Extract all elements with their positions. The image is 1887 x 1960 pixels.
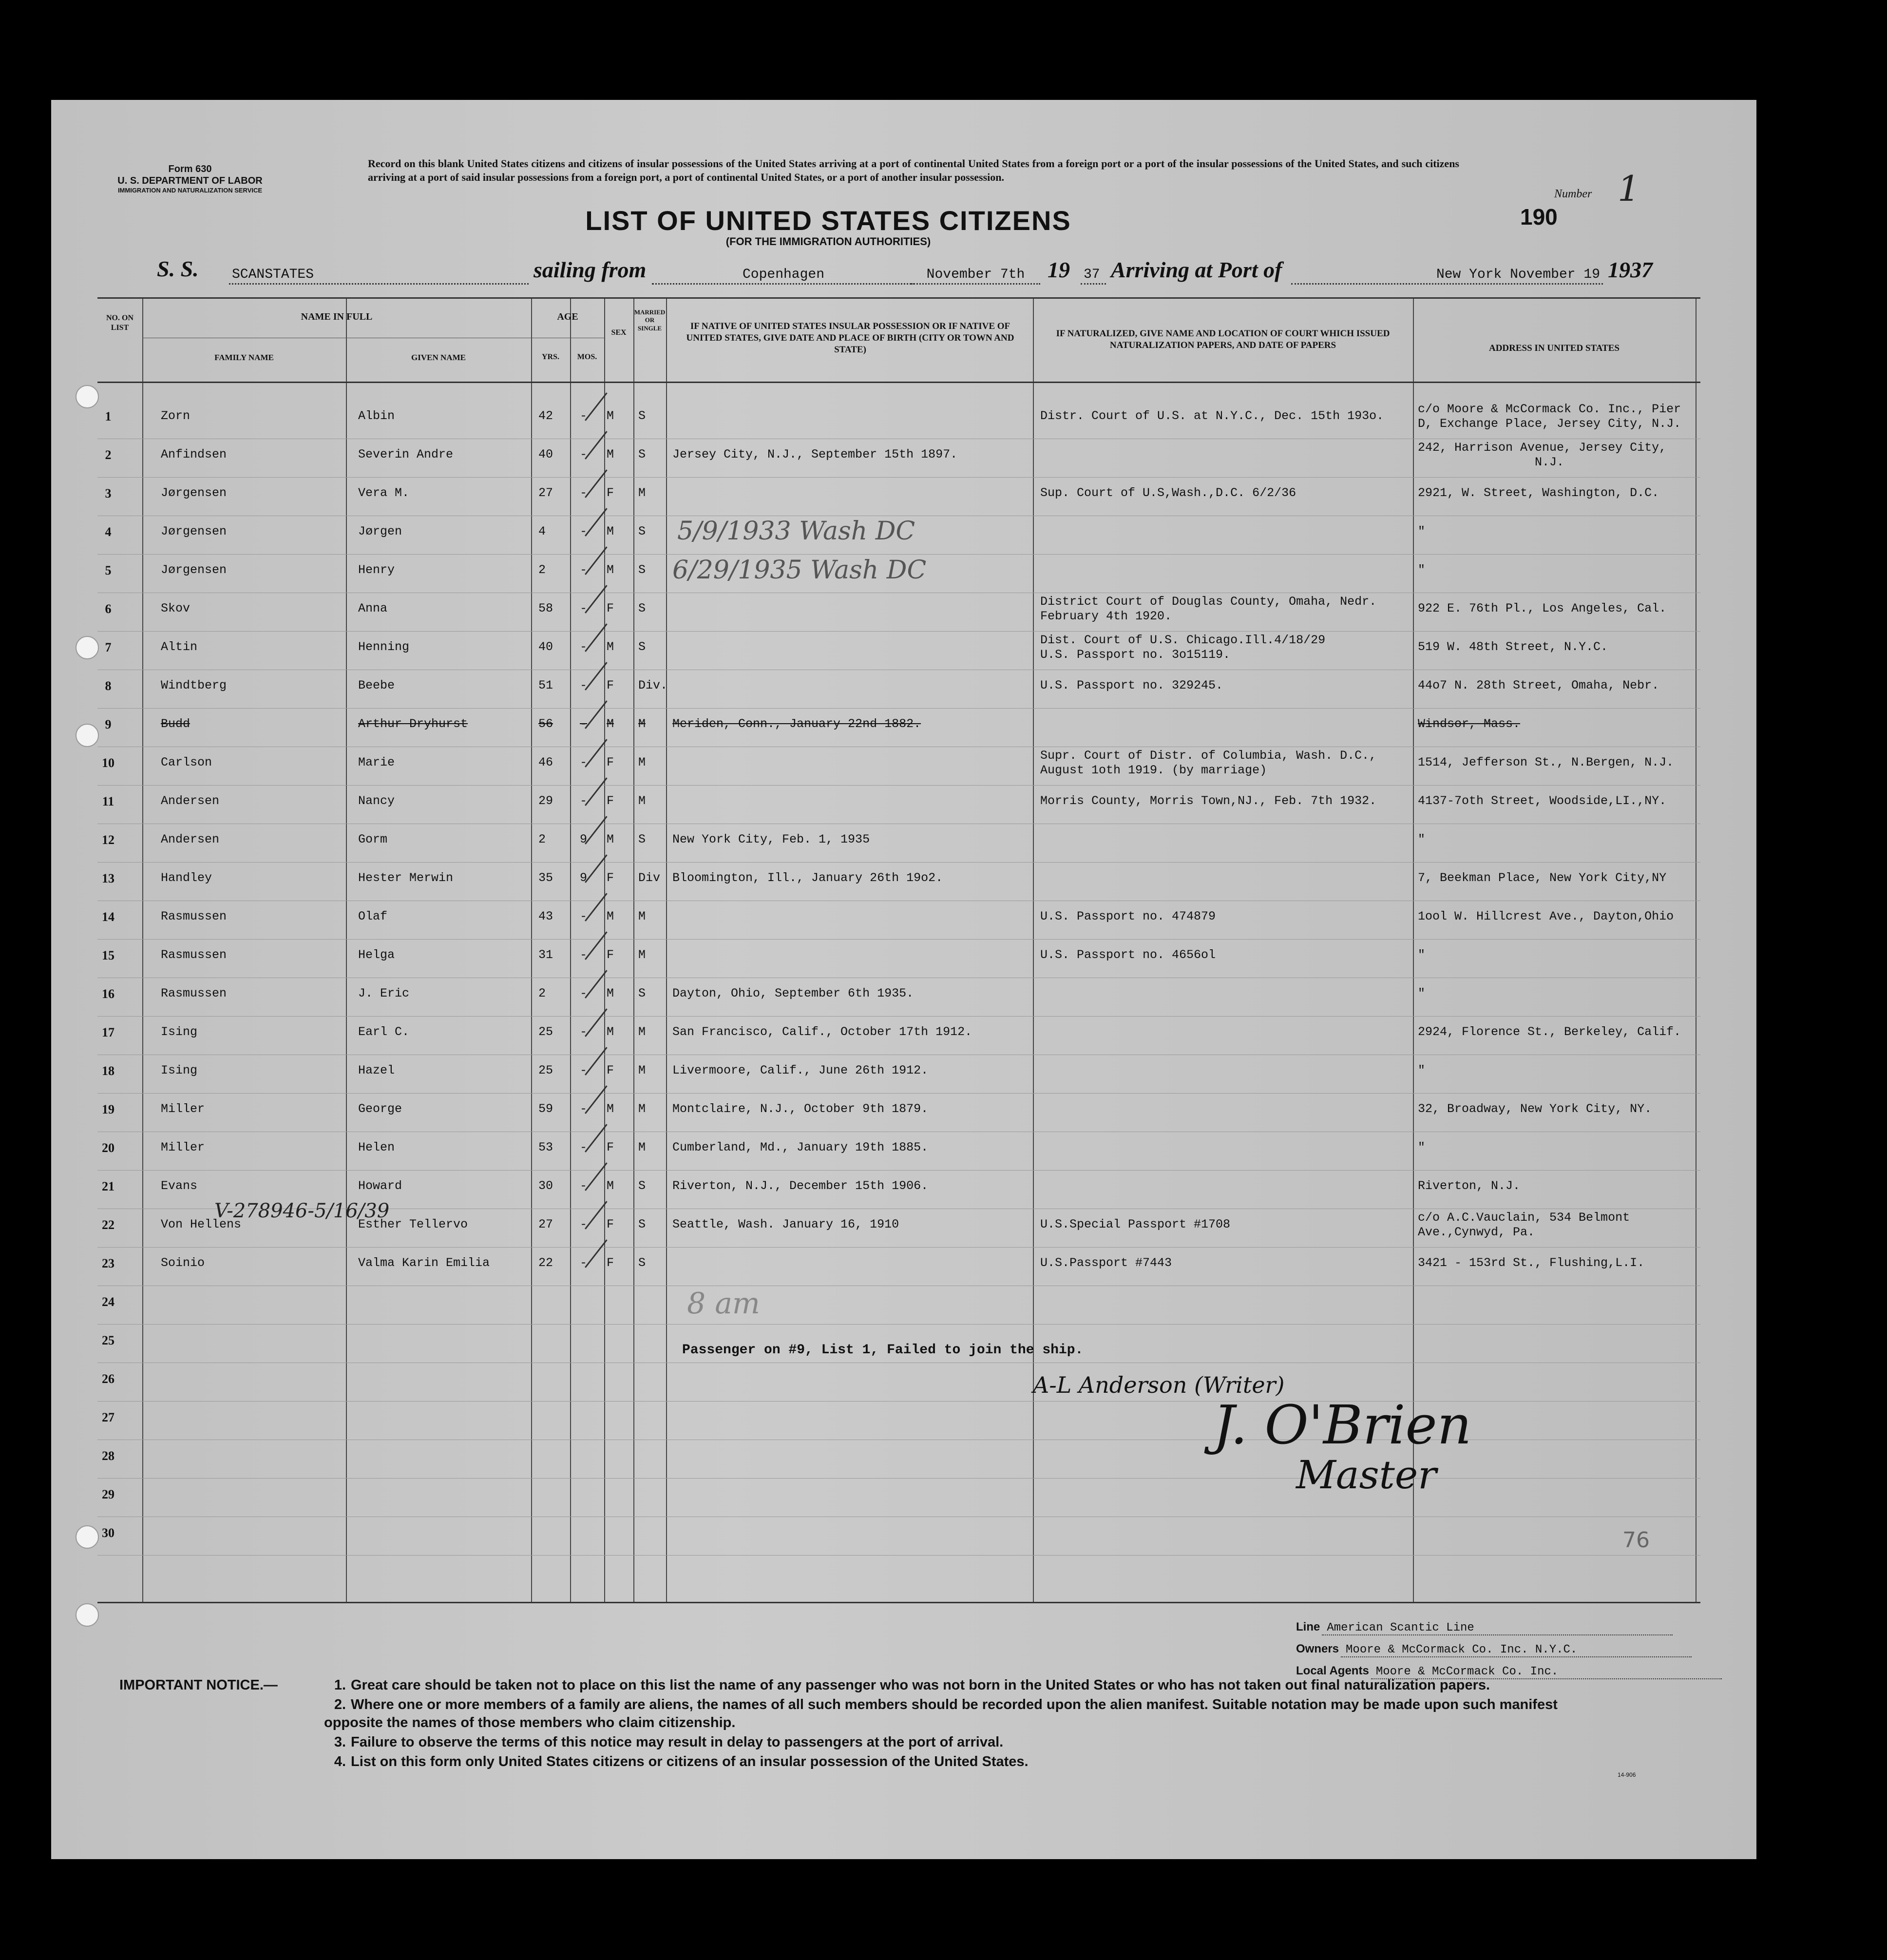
given-name: Hester Merwin	[358, 871, 454, 885]
sex: M	[607, 409, 614, 423]
naturalization-info: U.S. Passport no. 474879	[1040, 909, 1216, 923]
marital-status: S	[638, 832, 646, 846]
given-name: Helga	[358, 948, 395, 962]
sex: M	[607, 524, 614, 538]
age-years: 25	[538, 1063, 553, 1077]
naturalization-info: U.S.Passport #7443	[1040, 1256, 1172, 1270]
header-address: ADDRESS IN UNITED STATES	[1488, 343, 1620, 353]
punch-hole	[76, 1603, 99, 1627]
age-years: 22	[538, 1256, 553, 1270]
row-number: 23	[102, 1256, 114, 1270]
owners-label: Owners	[1296, 1642, 1339, 1655]
sex: M	[607, 986, 614, 1000]
age-months: -	[580, 1140, 588, 1154]
age-months: -	[580, 1179, 588, 1193]
marital-status: M	[638, 909, 646, 923]
row-number: 29	[102, 1487, 114, 1501]
handwritten-note: 5/9/1933 Wash DC	[677, 517, 915, 546]
family-name: Zorn	[161, 409, 191, 423]
age-years: 31	[538, 948, 553, 962]
given-name: Henry	[358, 563, 395, 577]
age-years: 30	[538, 1179, 553, 1193]
age-years: 46	[538, 755, 553, 769]
notice-item: 4. List on this form only United States citizens or citizens of an insular possession of the United States.	[334, 1753, 1029, 1769]
row-number: 27	[102, 1410, 114, 1424]
naturalization-info: U.S.Special Passport #1708	[1040, 1217, 1231, 1231]
sailing-label: sailing from	[534, 257, 647, 282]
address: 1514, Jefferson St., N.Bergen, N.J.	[1418, 755, 1674, 769]
sex: F	[607, 1063, 614, 1077]
age-months: -	[580, 486, 588, 500]
given-name: Arthur Dryhurst	[358, 717, 468, 731]
handwritten-note: 6/29/1935 Wash DC	[672, 556, 927, 585]
given-name: George	[358, 1102, 402, 1116]
birth-info: Dayton, Ohio, September 6th 1935.	[672, 986, 914, 1000]
given-name: Albin	[358, 409, 395, 423]
age-years: 29	[538, 794, 553, 808]
age-years: 42	[538, 409, 553, 423]
age-years: 40	[538, 640, 553, 654]
handwritten-time: 8 am	[687, 1287, 760, 1321]
age-months: -	[580, 794, 588, 808]
family-name: Andersen	[161, 832, 220, 846]
sex: M	[607, 640, 614, 654]
sex: M	[607, 1025, 614, 1039]
birth-info: Seattle, Wash. January 16, 1910	[672, 1217, 899, 1231]
row-number: 9	[105, 717, 112, 731]
family-name: Anfindsen	[161, 447, 227, 461]
row-number: 5	[105, 563, 112, 577]
given-name: Nancy	[358, 794, 395, 808]
row-number: 21	[102, 1179, 114, 1193]
header-given-name: GIVEN NAME	[411, 353, 466, 362]
marital-status: M	[638, 1025, 646, 1039]
address-2: N.J.	[1535, 455, 1564, 469]
ss-label: S. S.	[157, 256, 199, 281]
given-name: Esther Tellervo	[358, 1217, 468, 1231]
age-months: 9	[580, 832, 588, 846]
header-yrs: YRS.	[541, 353, 559, 361]
header-sex: SEX	[611, 328, 627, 337]
family-name: Ising	[161, 1025, 198, 1039]
notice-item: 2. Where one or more members of a family are aliens, the names of all such members should be recorded upon the alien manifest. Suitable notation may be made upon such manifest opposite the names of those members who claim citizenship.	[324, 1696, 1558, 1731]
family-name: Miller	[161, 1102, 205, 1116]
family-name: Altin	[161, 640, 198, 654]
owners-value: Moore & McCormack Co. Inc. N.Y.C.	[1341, 1643, 1692, 1657]
address: "	[1418, 1140, 1426, 1154]
age-years: 53	[538, 1140, 553, 1154]
row-number: 17	[102, 1025, 114, 1039]
age-months: -	[580, 986, 588, 1000]
address: 2924, Florence St., Berkeley, Calif.	[1418, 1025, 1681, 1039]
age-years: 43	[538, 909, 553, 923]
naturalization-info-2: February 4th 1920.	[1040, 609, 1172, 623]
marital-status: S	[638, 563, 646, 577]
print-code: 14-906	[1618, 1771, 1636, 1778]
naturalization-info: Distr. Court of U.S. at N.Y.C., Dec. 15th 193o.	[1040, 409, 1384, 423]
address: 32, Broadway, New York City, NY.	[1418, 1102, 1652, 1116]
naturalization-info-2: August 1oth 1919. (by marriage)	[1040, 763, 1267, 777]
sex: F	[607, 1140, 614, 1154]
given-name: Marie	[358, 755, 395, 769]
row-number: 14	[102, 910, 114, 924]
given-name: Howard	[358, 1179, 402, 1193]
row-number: 8	[105, 679, 112, 693]
age-years: 25	[538, 1025, 553, 1039]
agents-label: Local Agents	[1296, 1664, 1369, 1677]
given-name: Helen	[358, 1140, 395, 1154]
page-title: LIST OF UNITED STATES CITIZENS	[585, 205, 1071, 236]
form-identifier	[83, 163, 297, 194]
birth-info: New York City, Feb. 1, 1935	[672, 832, 870, 846]
header-family-name: FAMILY NAME	[214, 353, 274, 362]
sex: M	[607, 447, 614, 461]
header-no: NO. ON LIST	[106, 314, 133, 332]
family-name: Windtberg	[161, 678, 227, 692]
header-name-in-full: NAME IN FULL	[301, 311, 373, 322]
sex: F	[607, 794, 614, 808]
birth-info: San Francisco, Calif., October 17th 1912.	[672, 1025, 972, 1039]
remark-text: Passenger on #9, List 1, Failed to join the ship.	[682, 1343, 1084, 1358]
row-number: 2	[105, 448, 112, 462]
naturalization-info: Morris County, Morris Town,NJ., Feb. 7th 1932.	[1040, 794, 1377, 808]
age-years: 2	[538, 563, 546, 577]
given-name: Henning	[358, 640, 410, 654]
row-number: 4	[105, 525, 112, 539]
page-mark: 76	[1622, 1528, 1650, 1553]
year-prefix: 19	[1048, 257, 1070, 282]
marital-status: M	[638, 1102, 646, 1116]
sex: F	[607, 948, 614, 962]
address: "	[1418, 948, 1426, 962]
age-years: 56	[538, 717, 553, 731]
given-name: Severin Andre	[358, 447, 454, 461]
line-field	[1296, 1620, 1673, 1635]
birth-info: Bloomington, Ill., January 26th 19o2.	[672, 871, 943, 885]
age-months: -	[580, 678, 588, 692]
address: 2921, W. Street, Washington, D.C.	[1418, 486, 1659, 500]
family-name: Jørgensen	[161, 486, 227, 500]
age-years: 40	[538, 447, 553, 461]
row-number: 19	[102, 1102, 114, 1116]
birth-info: Montclaire, N.J., October 9th 1879.	[672, 1102, 929, 1116]
sex: M	[607, 1102, 614, 1116]
row-number: 22	[102, 1218, 114, 1232]
sex: M	[607, 563, 614, 577]
marital-status: M	[638, 794, 646, 808]
family-name: Ising	[161, 1063, 198, 1077]
address: "	[1418, 524, 1426, 538]
row-number: 3	[105, 486, 112, 500]
age-years: 35	[538, 871, 553, 885]
punch-hole	[76, 1525, 99, 1549]
age-months: -	[580, 409, 588, 423]
form-number: Form 630	[168, 164, 212, 174]
age-months: -	[580, 1256, 588, 1270]
birth-info: Jersey City, N.J., September 15th 1897.	[672, 447, 958, 461]
address: 1ool W. Hillcrest Ave., Dayton,Ohio	[1418, 909, 1674, 923]
address: "	[1418, 986, 1426, 1000]
row-number: 30	[102, 1526, 114, 1540]
address: Riverton, N.J.	[1418, 1179, 1521, 1193]
naturalization-info-2: U.S. Passport no. 3o15119.	[1040, 648, 1231, 662]
row-number: 18	[102, 1064, 114, 1078]
family-name: Carlson	[161, 755, 212, 769]
marital-status: S	[638, 640, 646, 654]
writer-signature: A-L Anderson (Writer)	[1033, 1372, 1285, 1398]
row-number: 12	[102, 833, 114, 847]
departure-year: 37	[1081, 267, 1106, 285]
line-label: Line	[1296, 1620, 1320, 1633]
age-months: -	[580, 1217, 588, 1231]
marital-status: S	[638, 524, 646, 538]
row-number: 1	[105, 409, 112, 423]
given-name: Hazel	[358, 1063, 395, 1077]
family-name: Rasmussen	[161, 948, 227, 962]
sex: F	[607, 755, 614, 769]
naturalization-info: Dist. Court of U.S. Chicago.Ill.4/18/29	[1040, 633, 1326, 647]
marital-status: S	[638, 601, 646, 615]
age-years: 27	[538, 1217, 553, 1231]
row-number: 7	[105, 640, 112, 654]
row-number: 13	[102, 871, 114, 885]
notice-item: 1. Great care should be taken not to place on this list the name of any passenger who was not born in the United States or who has not taken out final naturalization papers.	[334, 1677, 1490, 1693]
sex: M	[607, 717, 614, 731]
age-years: 2	[538, 986, 546, 1000]
given-name: Beebe	[358, 678, 395, 692]
age-months: -	[580, 717, 588, 731]
address: 3421 - 153rd St., Flushing,L.I.	[1418, 1256, 1645, 1270]
naturalization-info: U.S. Passport no. 4656ol	[1040, 948, 1216, 962]
sex: F	[607, 1217, 614, 1231]
marital-status: S	[638, 1217, 646, 1231]
given-name: J. Eric	[358, 986, 410, 1000]
age-months: -	[580, 909, 588, 923]
age-years: 2	[538, 832, 546, 846]
age-years: 27	[538, 486, 553, 500]
sex: F	[607, 1256, 614, 1270]
marital-status: M	[638, 1063, 646, 1077]
address: 922 E. 76th Pl., Los Angeles, Cal.	[1418, 601, 1667, 615]
departure-date: November 7th	[911, 267, 1040, 285]
line-value: American Scantic Line	[1322, 1621, 1673, 1635]
form-instructions: Record on this blank United States citizens and citizens of insular possessions of the United States arriving at a port of continental United States from a foreign port or a port of the insular possessions of the United States, and such citizens arriving at a port of said insular possessions from a foreign port, a port of continental United States, or a port of another insular possession.	[368, 157, 1459, 183]
master-title: Master	[1296, 1452, 1437, 1498]
family-name: Jørgensen	[161, 563, 227, 577]
age-months: -	[580, 601, 588, 615]
address: 44o7 N. 28th Street, Omaha, Nebr.	[1418, 678, 1659, 692]
marital-status: S	[638, 1179, 646, 1193]
address: 7, Beekman Place, New York City,NY	[1418, 871, 1667, 885]
departure-port: Copenhagen	[652, 267, 915, 285]
marital-status: S	[638, 1256, 646, 1270]
family-name: Budd	[161, 717, 191, 731]
header-naturalized: IF NATURALIZED, GIVE NAME AND LOCATION OF COURT WHICH ISSUED NATURALIZATION PAPERS, AND DATE OF PAPERS	[1056, 328, 1390, 350]
address: 4137-7oth Street, Woodside,LI.,NY.	[1418, 794, 1667, 808]
given-name: Anna	[358, 601, 388, 615]
row-number: 6	[105, 602, 112, 616]
family-name: Andersen	[161, 794, 220, 808]
naturalization-info: Supr. Court of Distr. of Columbia, Wash. D.C.,	[1040, 749, 1377, 763]
page-subtitle: (FOR THE IMMIGRATION AUTHORITIES)	[725, 235, 931, 248]
marital-status: S	[638, 986, 646, 1000]
list-number: 1	[1618, 168, 1640, 209]
address-2: D, Exchange Place, Jersey City, N.J.	[1418, 417, 1681, 431]
age-months: -	[580, 1025, 588, 1039]
row-number: 28	[102, 1449, 114, 1463]
header-birth: IF NATIVE OF UNITED STATES INSULAR POSSESSION OR IF NATIVE OF UNITED STATES, GIVE DATE AND PLACE OF BIRTH (CITY OR TOWN AND STATE)	[686, 321, 1014, 355]
family-name: Jørgensen	[161, 524, 227, 538]
marital-status: S	[638, 409, 646, 423]
marital-status: M	[638, 948, 646, 962]
master-signature: J. O'Brien	[1213, 1394, 1472, 1456]
address: "	[1418, 563, 1426, 577]
family-name: Miller	[161, 1140, 205, 1154]
marital-status: Div	[638, 871, 661, 885]
birth-info: Riverton, N.J., December 15th 1906.	[672, 1179, 929, 1193]
header-married: MARRIED OR SINGLE	[634, 308, 666, 332]
marital-status: M	[638, 717, 646, 731]
birth-info: Meriden, Conn., January 22nd 1882.	[672, 717, 921, 731]
department-name: U. S. DEPARTMENT OF LABOR	[117, 175, 263, 186]
address: "	[1418, 1063, 1426, 1077]
sex: F	[607, 871, 614, 885]
naturalization-info: Sup. Court of U.S,Wash.,D.C. 6/2/36	[1040, 486, 1296, 500]
address: "	[1418, 832, 1426, 846]
notice-item: 3. Failure to observe the terms of this notice may result in delay to passengers at the port of arrival.	[334, 1734, 1004, 1750]
family-name: Von Hellens	[161, 1217, 242, 1231]
age-months: -	[580, 524, 588, 538]
marital-status: S	[638, 447, 646, 461]
address-2: Ave.,Cynwyd, Pa.	[1418, 1225, 1535, 1239]
row-number: 16	[102, 987, 114, 1001]
family-name: Rasmussen	[161, 986, 227, 1000]
marital-status: Div.	[638, 678, 668, 692]
marital-status: M	[638, 755, 646, 769]
given-name: Jørgen	[358, 524, 402, 538]
sex: F	[607, 601, 614, 615]
arrival-year: 1937	[1608, 257, 1653, 282]
number-label: Number	[1554, 188, 1592, 200]
owners-field	[1296, 1642, 1692, 1657]
arrival-port-date: New York November 19	[1291, 267, 1603, 285]
age-months: -	[580, 563, 588, 577]
sex: F	[607, 486, 614, 500]
given-name: Vera M.	[358, 486, 410, 500]
age-years: 58	[538, 601, 553, 615]
given-name: Valma Karin Emilia	[358, 1256, 490, 1270]
arriving-label: Arriving at Port of	[1111, 257, 1282, 282]
ship-name: SCANSTATES	[229, 267, 529, 285]
naturalization-info: District Court of Douglas County, Omaha, Nedr.	[1040, 595, 1377, 609]
age-months: -	[580, 640, 588, 654]
family-name: Soinio	[161, 1256, 205, 1270]
family-name: Handley	[161, 871, 212, 885]
row-number: 15	[102, 948, 114, 962]
age-years: 51	[538, 678, 553, 692]
marital-status: M	[638, 486, 646, 500]
age-months: -	[580, 1063, 588, 1077]
address: 519 W. 48th Street, N.Y.C.	[1418, 640, 1608, 654]
page-stamp: 190	[1520, 204, 1558, 230]
birth-info: Cumberland, Md., January 19th 1885.	[672, 1140, 929, 1154]
age-months: -	[580, 1102, 588, 1116]
sex: M	[607, 1179, 614, 1193]
notice-list	[324, 1676, 1562, 1772]
row-number: 25	[102, 1333, 114, 1347]
handwritten-visa-number: V-278946-5/16/39	[214, 1200, 390, 1222]
sex: M	[607, 909, 614, 923]
punch-hole	[76, 724, 99, 747]
sex: M	[607, 832, 614, 846]
service-name: IMMIGRATION AND NATURALIZATION SERVICE	[117, 187, 263, 194]
age-months: -	[580, 447, 588, 461]
header-age: AGE	[557, 311, 578, 322]
given-name: Gorm	[358, 832, 388, 846]
row-number: 26	[102, 1372, 114, 1386]
family-name: Evans	[161, 1179, 198, 1193]
age-months: -	[580, 755, 588, 769]
row-number: 24	[102, 1295, 114, 1309]
address: c/o A.C.Vauclain, 534 Belmont	[1418, 1211, 1630, 1225]
punch-hole	[76, 636, 99, 659]
address: Windsor, Mass.	[1418, 717, 1521, 731]
header-mos: MOS.	[577, 353, 597, 361]
notice-title: IMPORTANT NOTICE.—	[119, 1677, 278, 1693]
age-years: 4	[538, 524, 546, 538]
given-name: Olaf	[358, 909, 388, 923]
address: 242, Harrison Avenue, Jersey City,	[1418, 441, 1667, 455]
address: c/o Moore & McCormack Co. Inc., Pier	[1418, 402, 1681, 416]
agents-value: Moore & McCormack Co. Inc.	[1371, 1665, 1722, 1679]
age-months: 9	[580, 871, 588, 885]
birth-info: Livermoore, Calif., June 26th 1912.	[672, 1063, 929, 1077]
naturalization-info: U.S. Passport no. 329245.	[1040, 678, 1223, 692]
marital-status: M	[638, 1140, 646, 1154]
sex: F	[607, 678, 614, 692]
row-number: 20	[102, 1141, 114, 1155]
age-months: -	[580, 948, 588, 962]
family-name: Skov	[161, 601, 191, 615]
punch-hole	[76, 385, 99, 408]
age-years: 59	[538, 1102, 553, 1116]
row-number: 11	[102, 794, 114, 808]
row-number: 10	[102, 756, 114, 770]
family-name: Rasmussen	[161, 909, 227, 923]
given-name: Earl C.	[358, 1025, 410, 1039]
